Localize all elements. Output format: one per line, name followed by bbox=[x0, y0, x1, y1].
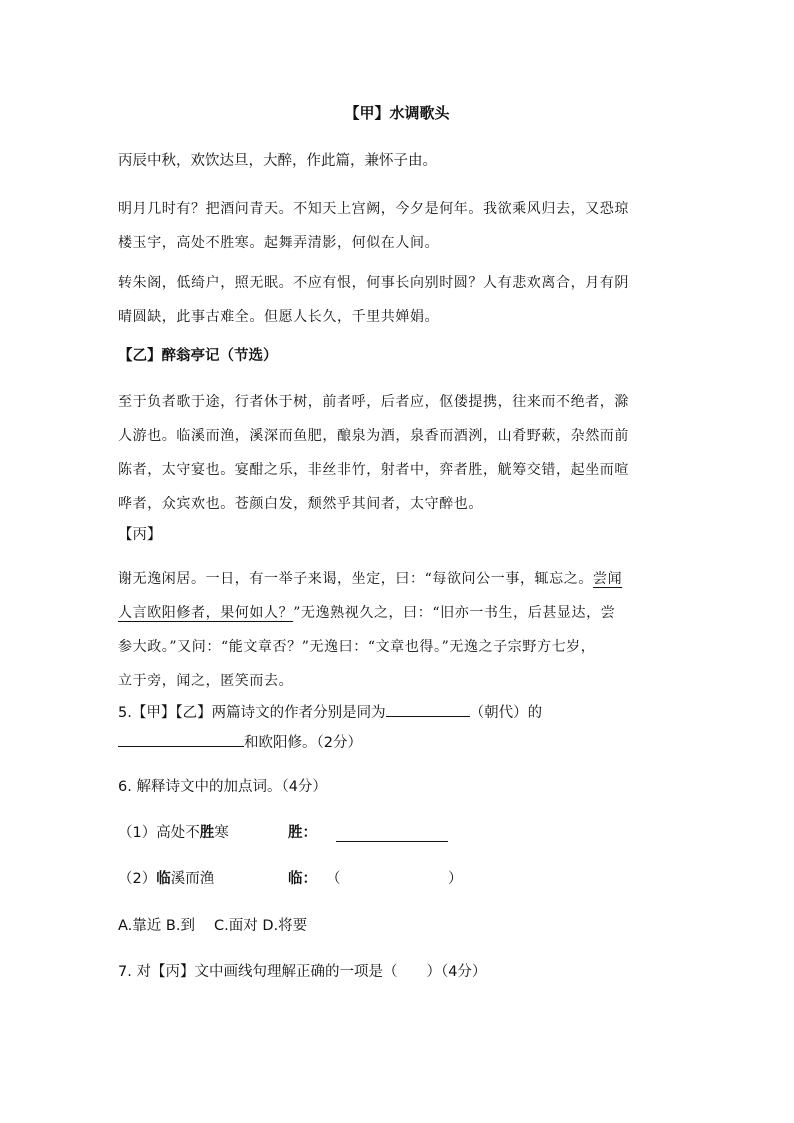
jia-paragraph-1 bbox=[118, 192, 678, 260]
text-segment: ”无逸熟视久之，曰：“旧亦一书生，后甚显达，尝 bbox=[293, 605, 616, 621]
text-line: 晴圆缺，此事古难全。但愿人长久，千里共婵娟。 bbox=[118, 309, 440, 325]
bing-heading-text: 【丙】 bbox=[118, 527, 162, 543]
question-6-item-1 bbox=[118, 818, 229, 848]
yi-heading: 【乙】醉翁亭记（节选） bbox=[118, 348, 278, 364]
text-line: 转朱阁，低绮户，照无眠。不应有恨，何事长向别时圆？人有悲欢离合，月有阴 bbox=[118, 275, 629, 291]
item-text: 溪而渔 bbox=[170, 871, 215, 887]
poem-title: 【甲】水调歌头 bbox=[344, 104, 450, 122]
question-5 bbox=[118, 698, 678, 758]
question-6-item-2 bbox=[118, 864, 214, 894]
text-line: 至于负者歌于途，行者休于树，前者呼，后者应，伛偻提携，往来而不绝者，滁 bbox=[118, 394, 629, 410]
item-text: （2） bbox=[118, 871, 157, 887]
text-line bbox=[118, 596, 678, 630]
underlined-sentence: 尝闻 bbox=[592, 571, 623, 587]
text-line: 参大政。”又问：“能文章否？”无逸曰：“文章也得。”无逸之子宗野方七岁， bbox=[118, 639, 596, 655]
question-5-text-2: （朝代）的 bbox=[469, 705, 543, 721]
question-6-stem: 6. 解释诗文中的加点词。（4分） bbox=[118, 779, 327, 795]
bing-heading bbox=[118, 522, 678, 548]
question-5-text: 5.【甲】【乙】两篇诗文的作者分别是同为 bbox=[118, 705, 386, 721]
text-segment: 谢无逸闲居。一日，有一举子来谒，坐定，曰：“每欲问公一事，辄忘之。 bbox=[118, 571, 593, 587]
answer-paren-close: ） bbox=[448, 871, 463, 887]
answer-blank-sheng[interactable] bbox=[336, 826, 448, 842]
item-2-label: 临： bbox=[288, 871, 317, 887]
text-line: 明月几时有？把酒问青天。不知天上宫阙，今夕是何年。我欲乘风归去，又恐琼 bbox=[118, 201, 629, 217]
question-5-text-3: 和欧阳修。（2分） bbox=[244, 735, 362, 751]
yi-paragraph bbox=[118, 385, 678, 521]
jia-preface: 丙辰中秋，欢饮达旦，大醉，作此篇，兼怀子由。 bbox=[118, 153, 437, 169]
bing-paragraph bbox=[118, 562, 678, 698]
answer-blank-author[interactable] bbox=[118, 730, 244, 747]
question-7-stem: 7. 对【丙】文中画线句理解正确的一项是（ ）（4分） bbox=[118, 964, 487, 980]
text-line: 楼玉宇，高处不胜寒。起舞弄清影，何似在人间。 bbox=[118, 235, 440, 251]
answer-blank-dynasty[interactable] bbox=[386, 700, 470, 717]
question-6-options: A.靠近 B.到 C.面对 D.将要 bbox=[118, 918, 308, 934]
underlined-sentence: 人言欧阳修者，果何如人？ bbox=[118, 605, 294, 621]
question-5-line-2 bbox=[118, 728, 678, 758]
jia-paragraph-2 bbox=[118, 266, 678, 334]
text-line: 哗者，众宾欢也。苍颜白发，颓然乎其间者，太守醉也。 bbox=[118, 496, 483, 512]
text-line: 立于旁，闻之，匿笑而去。 bbox=[118, 673, 294, 689]
item-text: 寒 bbox=[214, 825, 229, 841]
answer-paren-open: （ bbox=[326, 871, 341, 887]
dotted-word: 胜 bbox=[199, 825, 215, 841]
question-5-line-1 bbox=[118, 698, 678, 728]
dotted-word: 临 bbox=[156, 871, 171, 887]
text-line: 陈者，太守宴也。宴酣之乐，非丝非竹，射者中，弈者胜，觥筹交错，起坐而喧 bbox=[118, 462, 629, 478]
text-line: 人游也。临溪而渔，溪深而鱼肥，酿泉为酒，泉香而酒洌，山肴野蔌，杂然而前 bbox=[118, 428, 629, 444]
text-line bbox=[118, 562, 678, 596]
item-text: （1）高处不 bbox=[118, 825, 200, 841]
item-1-label: 胜： bbox=[288, 825, 317, 841]
